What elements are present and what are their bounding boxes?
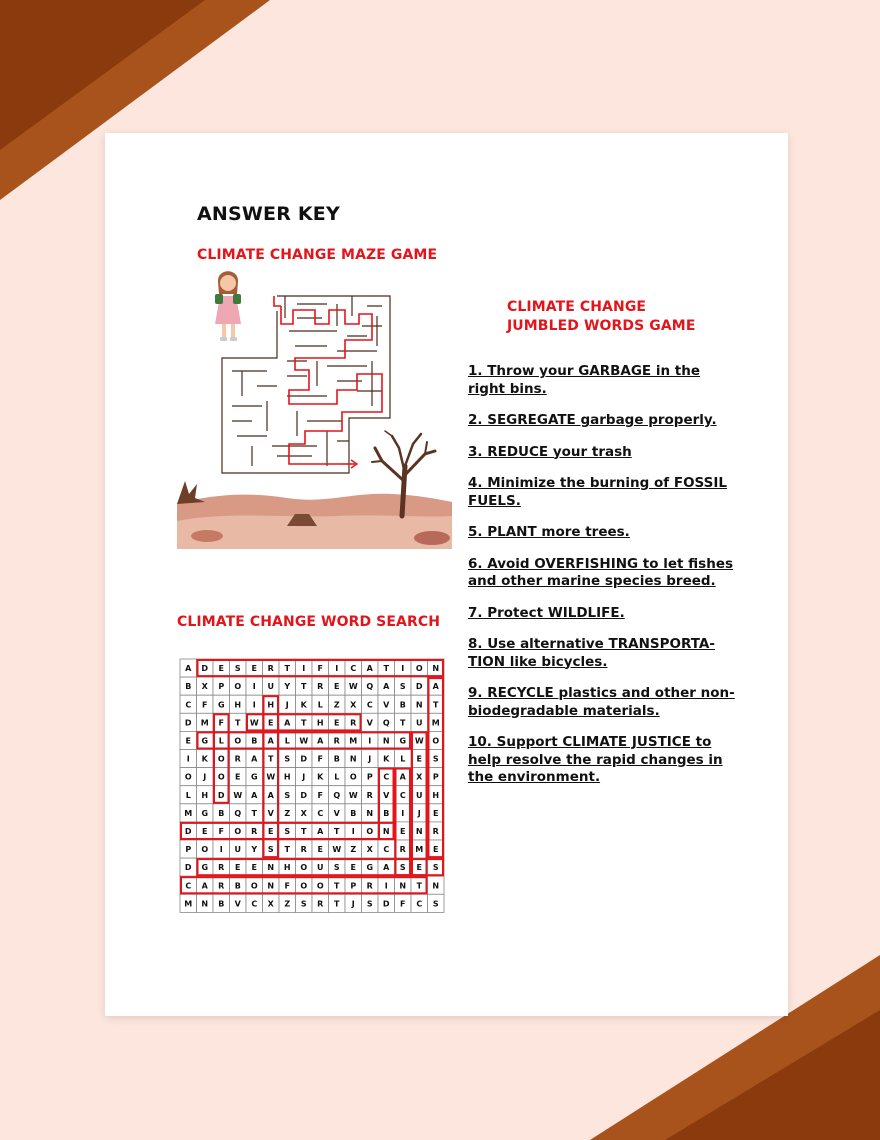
- grid-letter: W: [414, 736, 424, 746]
- grid-letter: R: [218, 863, 225, 873]
- grid-letter: E: [334, 682, 340, 692]
- grid-letter: A: [267, 790, 274, 800]
- grid-letter: S: [432, 754, 439, 764]
- grid-letter: R: [317, 682, 324, 692]
- grid-letter: S: [284, 754, 291, 764]
- jumbled-answer: 8. Use alternative TRANSPORTA-TION like bicycles.: [468, 636, 715, 670]
- grid-letter: A: [267, 736, 274, 746]
- grid-letter: O: [300, 863, 308, 873]
- grid-letter: F: [218, 718, 224, 728]
- grid-letter: N: [432, 664, 440, 674]
- grid-letter: C: [399, 790, 406, 800]
- grid-letter: A: [383, 682, 390, 692]
- grid-letter: O: [234, 736, 242, 746]
- grid-letter: S: [432, 863, 439, 873]
- grid-letter: F: [317, 790, 323, 800]
- grid-letter: A: [383, 863, 390, 873]
- grid-letter: O: [415, 664, 423, 674]
- jumbled-title-line2: JUMBLED WORDS GAME: [507, 318, 696, 334]
- grid-letter: B: [185, 682, 192, 692]
- jumbled-answers-list: [468, 363, 738, 801]
- grid-letter: W: [299, 736, 309, 746]
- grid-letter: B: [383, 808, 390, 818]
- grid-letter: G: [217, 700, 225, 710]
- grid-letter: X: [300, 808, 307, 818]
- grid-letter: Z: [350, 845, 357, 855]
- grid-letter: V: [234, 899, 241, 909]
- grid-letter: T: [235, 718, 241, 728]
- grid-letter: E: [185, 736, 191, 746]
- grid-letter: S: [234, 664, 241, 674]
- grid-letter: O: [250, 881, 258, 891]
- grid-letter: D: [201, 664, 209, 674]
- grid-letter: D: [415, 682, 423, 692]
- grid-letter: W: [249, 718, 259, 728]
- grid-letter: X: [350, 700, 357, 710]
- grid-letter: V: [267, 808, 274, 818]
- grid-letter: G: [201, 736, 209, 746]
- grid-letter: S: [284, 790, 291, 800]
- grid-letter: S: [432, 899, 439, 909]
- grid-letter: I: [401, 808, 405, 818]
- grid-letter: A: [185, 664, 192, 674]
- grid-letter: K: [201, 754, 208, 764]
- grid-letter: I: [252, 682, 256, 692]
- answer-key-page: [105, 133, 788, 1016]
- grid-letter: R: [251, 826, 258, 836]
- jumbled-answer: 2. SEGREGATE garbage properly.: [468, 412, 717, 428]
- grid-letter: Q: [333, 790, 341, 800]
- grid-letter: G: [201, 808, 209, 818]
- jumbled-answer: 1. Throw your GARBAGE in the right bins.: [468, 363, 701, 397]
- grid-letter: J: [351, 899, 355, 909]
- grid-letter: M: [349, 736, 358, 746]
- grid-letter: E: [202, 826, 208, 836]
- grid-letter: C: [251, 899, 258, 909]
- grid-letter: G: [366, 863, 374, 873]
- grid-letter: W: [332, 845, 342, 855]
- maze-solution-path: [274, 296, 382, 468]
- grid-letter: N: [399, 881, 407, 891]
- grid-letter: E: [235, 863, 241, 873]
- grid-letter: G: [250, 772, 258, 782]
- grid-letter: I: [401, 664, 405, 674]
- grid-letter: M: [415, 845, 424, 855]
- grid-letter: P: [218, 682, 225, 692]
- grid-letter: E: [251, 664, 257, 674]
- grid-letter: O: [184, 772, 192, 782]
- grid-letter: F: [400, 899, 406, 909]
- grid-letter: C: [350, 664, 357, 674]
- grid-letter: Q: [234, 808, 242, 818]
- grid-letter: S: [399, 682, 406, 692]
- grid-letter: E: [268, 826, 274, 836]
- grid-letter: R: [300, 845, 307, 855]
- grid-letter: Z: [284, 808, 291, 818]
- grid-letter: R: [350, 718, 357, 728]
- grid-letter: C: [366, 700, 373, 710]
- grid-letter: J: [203, 772, 207, 782]
- grid-letter: D: [382, 899, 390, 909]
- jumbled-answer: 10. Support CLIMATE JUSTICE to help resolve the rapid changes in the environment.: [468, 734, 723, 785]
- grid-letter: I: [186, 754, 190, 764]
- grid-letter: B: [399, 700, 406, 710]
- grid-letter: D: [184, 826, 192, 836]
- grid-letter: U: [234, 845, 241, 855]
- grid-letter: T: [400, 718, 406, 728]
- grid-letter: B: [234, 881, 241, 891]
- grid-letter: C: [317, 808, 324, 818]
- grid-letter: E: [317, 845, 323, 855]
- grid-letter: N: [415, 826, 423, 836]
- grid-letter: C: [383, 845, 390, 855]
- grid-letter: A: [432, 682, 439, 692]
- grid-letter: I: [368, 736, 372, 746]
- grid-letter: J: [368, 754, 372, 764]
- grid-letter: A: [284, 718, 291, 728]
- grid-letter: E: [268, 718, 274, 728]
- word-search-title: CLIMATE CHANGE WORD SEARCH: [177, 614, 441, 630]
- grid-letter: M: [184, 808, 193, 818]
- grid-letter: A: [251, 754, 258, 764]
- grid-letter: V: [366, 718, 373, 728]
- grid-letter: K: [317, 772, 324, 782]
- grid-letter: J: [302, 772, 306, 782]
- jumbled-answer: 5. PLANT more trees.: [468, 524, 630, 540]
- grid-letter: S: [333, 863, 340, 873]
- grid-letter: E: [433, 808, 439, 818]
- grid-letter: L: [317, 700, 323, 710]
- grid-letter: H: [283, 772, 291, 782]
- grid-letter: E: [416, 754, 422, 764]
- grid-letter: A: [317, 826, 324, 836]
- grid-letter: F: [317, 664, 323, 674]
- grid-letter: I: [384, 881, 388, 891]
- maze-title: CLIMATE CHANGE MAZE GAME: [197, 247, 438, 263]
- grid-letter: O: [217, 754, 225, 764]
- grid-letter: R: [366, 790, 373, 800]
- grid-letter: U: [267, 682, 274, 692]
- jumbled-words-title: [507, 298, 695, 336]
- grid-letter: X: [267, 899, 274, 909]
- grid-letter: A: [366, 664, 373, 674]
- grid-letter: L: [185, 790, 191, 800]
- page-heading: ANSWER KEY: [197, 203, 340, 225]
- grid-letter: R: [218, 881, 225, 891]
- grid-letter: E: [251, 863, 257, 873]
- jumbled-answer: 9. RECYCLE plastics and other non-biodegradable materials.: [468, 685, 735, 719]
- grid-letter: S: [267, 845, 274, 855]
- grid-letter: E: [416, 863, 422, 873]
- grid-letter: T: [284, 664, 290, 674]
- grid-letter: B: [350, 808, 357, 818]
- grid-letter: U: [416, 718, 423, 728]
- grid-letter: N: [382, 736, 390, 746]
- grid-letter: T: [251, 808, 257, 818]
- grid-letter: V: [383, 700, 390, 710]
- grid-letter: V: [333, 808, 340, 818]
- grid-letter: I: [335, 664, 339, 674]
- grid-letter: W: [233, 790, 243, 800]
- grid-letter: K: [300, 700, 307, 710]
- grid-letter: P: [432, 772, 439, 782]
- grid-letter: T: [383, 664, 389, 674]
- grid-letter: R: [399, 845, 406, 855]
- grid-letter: D: [217, 790, 225, 800]
- grid-letter: L: [400, 754, 406, 764]
- grid-letter: S: [399, 863, 406, 873]
- jumbled-answer: 4. Minimize the burning of FOSSIL FUELS.: [468, 475, 728, 509]
- grid-letter: N: [432, 881, 440, 891]
- grid-letter: B: [251, 736, 258, 746]
- grid-letter: O: [432, 736, 440, 746]
- grid-letter: M: [431, 718, 440, 728]
- grid-letter: S: [366, 899, 373, 909]
- grid-letter: M: [184, 899, 193, 909]
- grid-letter: F: [317, 754, 323, 764]
- grid-letter: N: [366, 808, 374, 818]
- grid-letter: B: [218, 899, 225, 909]
- grid-letter: H: [316, 718, 324, 728]
- grid-letter: O: [300, 881, 308, 891]
- grid-letter: T: [268, 754, 274, 764]
- jumbled-answer: 7. Protect WILDLIFE.: [468, 604, 625, 621]
- girl-with-plants-icon: [215, 271, 241, 341]
- grid-letter: F: [284, 881, 290, 891]
- grid-letter: T: [433, 700, 439, 710]
- grid-letter: H: [234, 700, 242, 710]
- grid-letter: B: [333, 754, 340, 764]
- grid-letter: A: [399, 772, 406, 782]
- grid-letter: M: [200, 718, 209, 728]
- grid-letter: C: [416, 899, 423, 909]
- grid-letter: C: [185, 881, 192, 891]
- grid-letter: D: [184, 863, 192, 873]
- grid-letter: I: [252, 700, 256, 710]
- grid-letter: J: [417, 808, 421, 818]
- grid-letter: Y: [284, 682, 291, 692]
- grid-letter: Z: [284, 899, 291, 909]
- grid-letter: N: [267, 881, 275, 891]
- grid-letter: H: [432, 790, 440, 800]
- grid-letter: E: [235, 772, 241, 782]
- grid-letter: G: [201, 863, 209, 873]
- grid-letter: I: [351, 826, 355, 836]
- grid-letter: W: [348, 682, 358, 692]
- grid-letter: H: [267, 700, 275, 710]
- grid-letter: L: [284, 736, 290, 746]
- grid-letter: T: [334, 899, 340, 909]
- grid-letter: T: [301, 682, 307, 692]
- grid-letter: E: [400, 826, 406, 836]
- grid-letter: A: [201, 881, 208, 891]
- grid-letter: O: [234, 826, 242, 836]
- grid-letter: E: [350, 863, 356, 873]
- grid-letter: U: [317, 863, 324, 873]
- grid-letter: P: [366, 772, 373, 782]
- grid-letter: R: [333, 736, 340, 746]
- grid-letter: A: [317, 736, 324, 746]
- grid-letter: O: [201, 845, 209, 855]
- grid-letter: O: [366, 826, 374, 836]
- grid-letter: X: [416, 772, 423, 782]
- grid-letter: D: [300, 790, 308, 800]
- grid-letter: I: [302, 664, 306, 674]
- grid-letter: E: [334, 718, 340, 728]
- grid-letter: O: [349, 772, 357, 782]
- grid-letter: O: [234, 682, 242, 692]
- grid-letter: E: [433, 845, 439, 855]
- grid-letter: B: [218, 808, 225, 818]
- grid-letter: C: [185, 700, 192, 710]
- grid-letter: Q: [366, 682, 374, 692]
- grid-letter: Y: [251, 845, 258, 855]
- grid-letter: P: [350, 881, 357, 891]
- grid-letter: D: [184, 718, 192, 728]
- grid-letter: U: [416, 790, 423, 800]
- grid-letter: D: [300, 754, 308, 764]
- word-search-grid: [179, 658, 445, 914]
- grid-letter: L: [334, 772, 340, 782]
- grid-letter: T: [334, 881, 340, 891]
- grid-letter: R: [366, 881, 373, 891]
- jumbled-answer: 3. REDUCE your trash: [468, 443, 632, 460]
- grid-letter: Q: [382, 718, 390, 728]
- maze-illustration: [177, 266, 452, 551]
- grid-letter: R: [234, 754, 241, 764]
- maze-icon: [222, 296, 390, 473]
- grid-letter: F: [218, 826, 224, 836]
- grid-letter: N: [349, 754, 357, 764]
- grid-letter: N: [201, 899, 209, 909]
- grid-letter: O: [316, 881, 324, 891]
- grid-letter: R: [432, 826, 439, 836]
- grid-letter: K: [383, 754, 390, 764]
- grid-letter: N: [382, 826, 390, 836]
- grid-letter: C: [383, 772, 390, 782]
- jumbled-answer: 6. Avoid OVERFISHING to let fishes and other marine species breed.: [468, 555, 734, 589]
- grid-letter: X: [366, 845, 373, 855]
- grid-letter: T: [284, 845, 290, 855]
- grid-letter: A: [251, 790, 258, 800]
- grid-letter: J: [285, 700, 289, 710]
- grid-letter: H: [283, 863, 291, 873]
- grid-letter: F: [202, 700, 208, 710]
- grid-letter: T: [416, 881, 422, 891]
- grid-letter: R: [267, 664, 274, 674]
- grid-letter: L: [218, 736, 224, 746]
- grid-letter: Z: [333, 700, 340, 710]
- grid-letter: V: [383, 790, 390, 800]
- grid-letter: N: [415, 700, 423, 710]
- grid-letter: E: [218, 664, 224, 674]
- grid-letter: I: [219, 845, 223, 855]
- grid-letter: P: [185, 845, 192, 855]
- grid-letter: G: [399, 736, 407, 746]
- grid-letter: T: [301, 826, 307, 836]
- barren-landscape: [177, 481, 452, 549]
- grid-letter: R: [317, 899, 324, 909]
- grid-letter: X: [201, 682, 208, 692]
- grid-letter: N: [267, 863, 275, 873]
- grid-letter: W: [348, 790, 358, 800]
- grid-letter: S: [284, 826, 291, 836]
- grid-letter: S: [300, 899, 307, 909]
- grid-letter: T: [334, 826, 340, 836]
- grid-letter: O: [217, 772, 225, 782]
- jumbled-title-line1: CLIMATE CHANGE: [507, 299, 647, 315]
- grid-letter: W: [266, 772, 276, 782]
- grid-letter: H: [201, 790, 209, 800]
- grid-letter: T: [301, 718, 307, 728]
